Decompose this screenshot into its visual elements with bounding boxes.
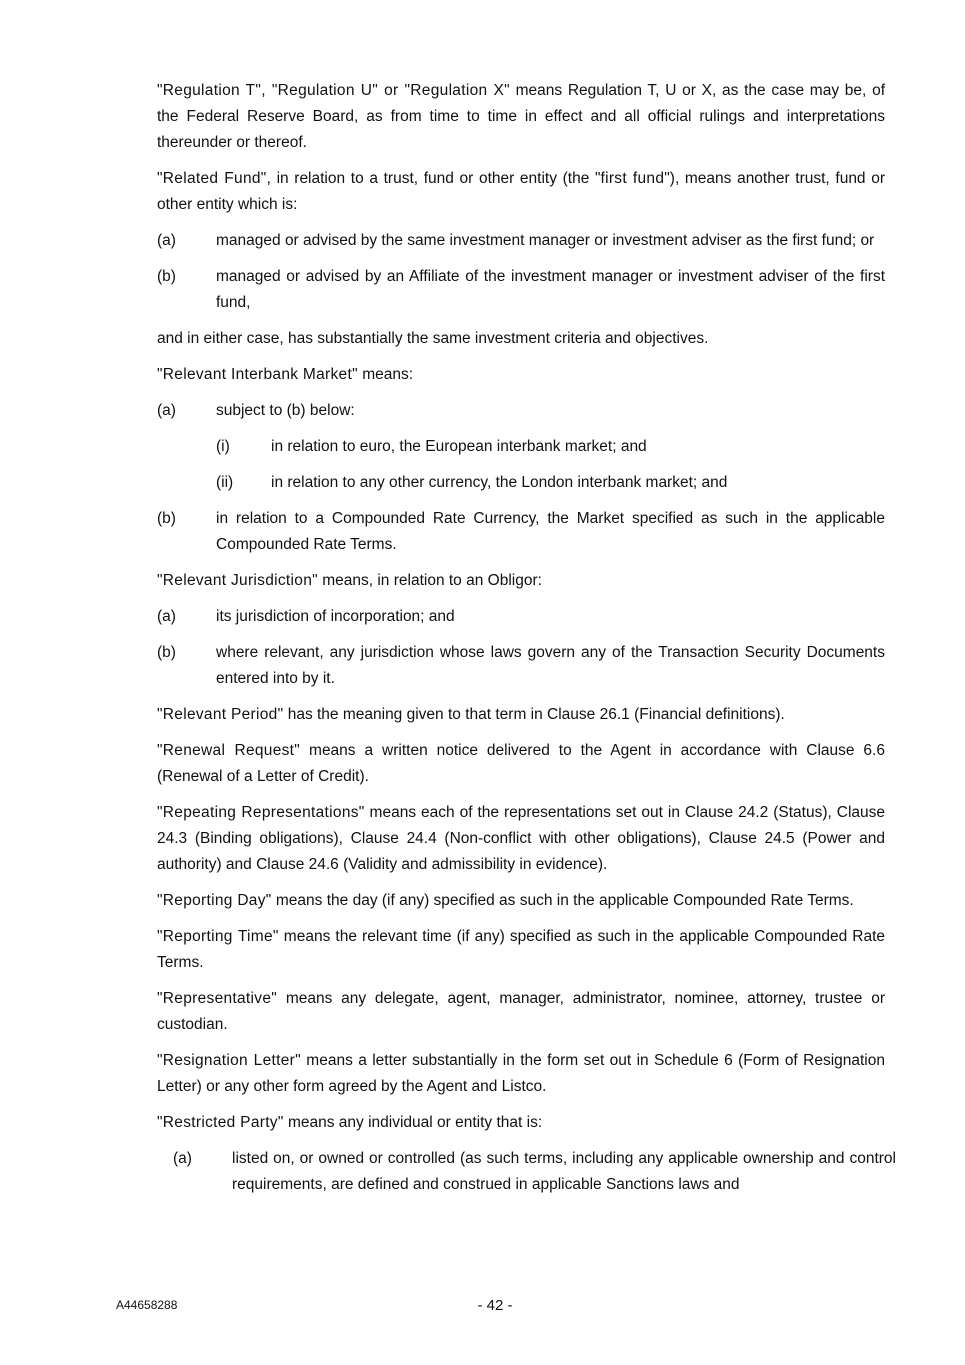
list-label: (ii) bbox=[216, 474, 234, 491]
paragraph-text: means Regulation T, U or X, as the case may be, of the Federal Reserve Board, as from time to time in effect and all official rulings and interpretations thereunder or thereof. bbox=[157, 82, 885, 151]
definition-paragraph bbox=[157, 362, 885, 388]
defined-term: "Relevant Jurisdiction" bbox=[157, 572, 318, 589]
definition-paragraph bbox=[157, 166, 885, 218]
paragraph-text: its jurisdiction of incorporation; and bbox=[216, 608, 455, 625]
list-item bbox=[157, 506, 885, 558]
paragraph-text: managed or advised by the same investment manager or investment adviser as the first fund; or bbox=[216, 232, 875, 249]
list-label: (a) bbox=[157, 608, 176, 625]
paragraph-text: in relation to euro, the European interbank market; and bbox=[271, 438, 647, 455]
defined-term: "Relevant Period" bbox=[157, 706, 284, 723]
definition-paragraph bbox=[157, 1110, 885, 1136]
defined-term: "Representative" bbox=[157, 990, 278, 1007]
paragraph-text: means the relevant time (if any) specified as such in the applicable Compounded Rate Terms. bbox=[157, 928, 886, 971]
list-item bbox=[157, 640, 885, 692]
paragraph-text: , in relation to a trust, fund or other entity (the " bbox=[266, 170, 601, 187]
paragraph-text: managed or advised by an Affiliate of the investment manager or investment adviser of the first fund, bbox=[216, 268, 885, 311]
definition-paragraph bbox=[157, 1048, 885, 1100]
list-item bbox=[173, 1146, 896, 1198]
defined-term: "Repeating Representations" bbox=[157, 804, 365, 821]
list-item bbox=[157, 228, 885, 254]
paragraph-text: means any individual or entity that is: bbox=[283, 1114, 543, 1131]
paragraph-text: means, in relation to an Obligor: bbox=[317, 572, 542, 589]
list-item bbox=[157, 398, 885, 424]
defined-term: "Restricted Party" bbox=[157, 1114, 284, 1131]
definition-paragraph bbox=[157, 568, 885, 594]
defined-term: "Relevant Interbank Market" bbox=[157, 366, 358, 383]
definition-paragraph bbox=[157, 702, 885, 728]
defined-term: "Regulation T", "Regulation U" or "Regulation X" bbox=[157, 82, 510, 99]
list-label: (b) bbox=[157, 644, 176, 661]
sub-list-item bbox=[157, 434, 885, 460]
page-number: - 42 - bbox=[477, 1297, 513, 1314]
paragraph-text: means a written notice delivered to the Agent in accordance with Clause 6.6 (Renewal of a Letter of Credit). bbox=[157, 742, 885, 785]
definition-paragraph bbox=[157, 986, 885, 1038]
defined-term: "Related Fund" bbox=[157, 170, 267, 187]
paragraph-text: in relation to any other currency, the London interbank market; and bbox=[271, 474, 728, 491]
list-item bbox=[157, 264, 885, 316]
list-label: (a) bbox=[157, 402, 176, 419]
list-label: (b) bbox=[157, 268, 176, 285]
paragraph-text: means a letter substantially in the form set out in Schedule 6 (Form of Resignation Letter) or any other form agreed by the Agent and Listco. bbox=[157, 1052, 885, 1095]
paragraph-text: listed on, or owned or controlled (as such terms, including any applicable ownership and control requirements, are defined and construed in applicable Sanctions laws and bbox=[232, 1150, 896, 1193]
defined-term: "Reporting Time" bbox=[157, 928, 279, 945]
document-reference: A44658288 bbox=[116, 1298, 178, 1312]
paragraph-text: and in either case, has substantially the same investment criteria and objectives. bbox=[157, 330, 709, 347]
sub-list-item bbox=[157, 470, 885, 496]
list-label: (i) bbox=[216, 438, 230, 455]
list-label: (a) bbox=[157, 232, 176, 249]
paragraph-text: has the meaning given to that term in Clause 26.1 (Financial definitions). bbox=[283, 706, 785, 723]
definition-paragraph bbox=[157, 888, 885, 914]
paragraph-text: means the day (if any) specified as such in the applicable Compounded Rate Terms. bbox=[271, 892, 854, 909]
paragraph-text: where relevant, any jurisdiction whose laws govern any of the Transaction Security Documents entered into by it. bbox=[216, 644, 885, 687]
paragraph-text: in relation to a Compounded Rate Currency, the Market specified as such in the applicable Compounded Rate Terms. bbox=[216, 510, 885, 553]
list-item bbox=[157, 604, 885, 630]
defined-term: first fund bbox=[600, 170, 665, 187]
definition-paragraph bbox=[157, 78, 885, 156]
definition-paragraph bbox=[157, 326, 885, 352]
definition-paragraph bbox=[157, 738, 885, 790]
definition-paragraph bbox=[157, 924, 885, 976]
defined-term: "Reporting Day" bbox=[157, 892, 272, 909]
document-body bbox=[157, 78, 896, 1208]
paragraph-text: means any delegate, agent, manager, administrator, nominee, attorney, trustee or custodian. bbox=[157, 990, 885, 1033]
list-label: (b) bbox=[157, 510, 176, 527]
defined-term: "Resignation Letter" bbox=[157, 1052, 301, 1069]
paragraph-text: means each of the representations set out in Clause 24.2 (Status), Clause 24.3 (Binding obligations), Clause 24.4 (Non-conflict with other obligations), Clause 24.5 (Power and authority) and Clause 24.6 (Validity and admissibility in evidence). bbox=[157, 804, 886, 873]
definition-paragraph bbox=[157, 800, 885, 878]
paragraph-text: "), means another trust, fund or other entity which is: bbox=[157, 170, 885, 213]
defined-term: "Renewal Request" bbox=[157, 742, 301, 759]
paragraph-text: means: bbox=[357, 366, 414, 383]
list-label: (a) bbox=[173, 1150, 192, 1167]
paragraph-text: subject to (b) below: bbox=[216, 402, 355, 419]
